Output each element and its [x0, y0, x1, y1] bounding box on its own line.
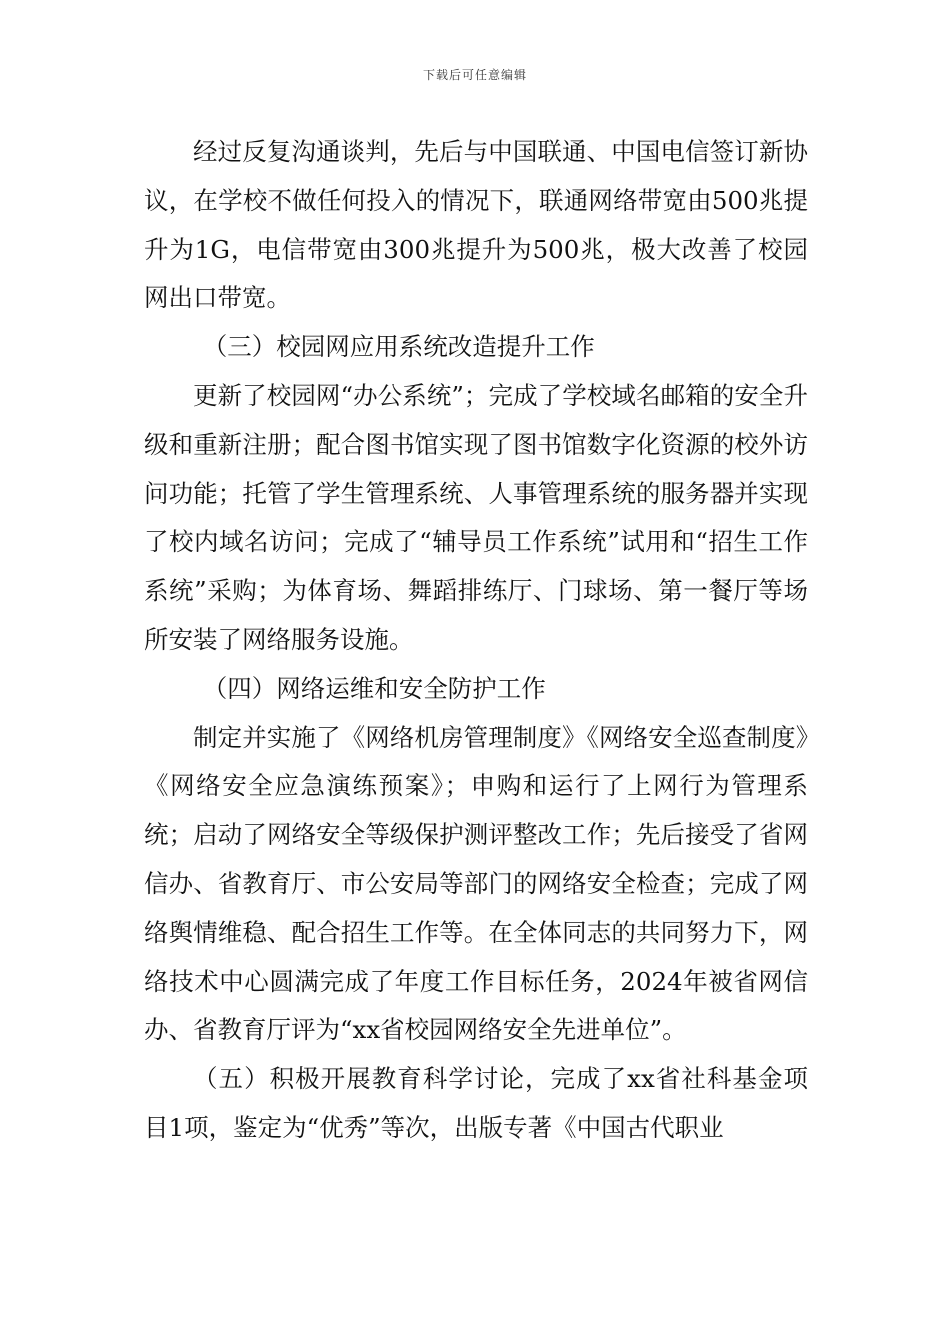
section-heading-4: （四）网络运维和安全防护工作: [202, 673, 546, 703]
section-heading-3: （三）校园网应用系统改造提升工作: [202, 332, 595, 362]
paragraph-applications: 更新了校园网“办公系统”；完成了学校域名邮箱的安全升级和重新注册；配合图书馆实现了图书馆数字化资源的校外访问功能；托管了学生管理系统、人事管理系统的服务器并实现了校内域名访问；完成了“辅导员工作系统”试用和“招生工作系统”采购；为体育场、舞蹈排练厅、门球场、第一餐厅等场所安装了网络服务设施。: [144, 380, 808, 654]
paragraph-research: （五）积极开展教育科学讨论，完成了xx省社科基金项目1项，鉴定为“优秀”等次，出版专著《中国古代职业: [144, 1064, 808, 1142]
page-header: 下载后可任意编辑: [422, 68, 527, 82]
paragraph-bandwidth: 经过反复沟通谈判，先后与中国联通、中国电信签订新协议，在学校不做任何投入的情况下，联通网络带宽由500兆提升为1G，电信带宽由300兆提升为500兆，极大改善了校园网出口带宽。: [144, 137, 808, 313]
document-body: [144, 128, 808, 1153]
paragraph-security: 制定并实施了《网络机房管理制度》《网络安全巡查制度》《网络安全应急演练预案》；申购和运行了上网行为管理系统；启动了网络安全等级保护测评整改工作；先后接受了省网信办、省教育厅、市公安局等部门的网络安全检查；完成了网络舆情维稳、配合招生工作等。在全体同志的共同努力下，网络技术中心圆满完成了年度工作目标任务，2024年被省网信办、省教育厅评为“xx省校园网络安全先进单位”。: [144, 722, 808, 1045]
